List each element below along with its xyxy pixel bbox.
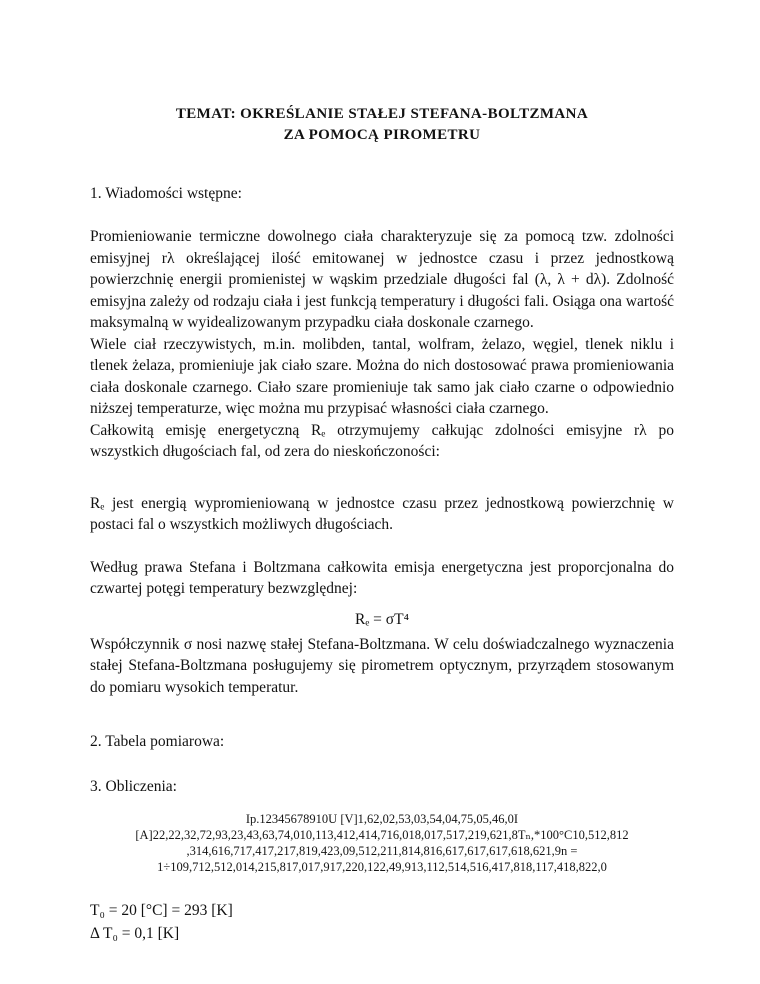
paragraph-total-emission: Całkowitą emisję energetyczną Rₑ otrzymujemy całkując zdolności emisyjne rλ po wszystkich długościach fal, od zera do nieskończoności:: [90, 421, 674, 460]
paragraph-stefan-boltzmann-law: Według prawa Stefana i Boltzmana całkowita emisja energetyczna jest proporcjonalna do czwartej potęgi temperatury bezwzględnej:: [90, 558, 674, 597]
data-block-line: [A]22,22,32,72,93,23,43,63,74,010,113,412,414,716,018,017,517,219,621,8Tₙ,*100°C10,512,812: [135, 828, 629, 842]
paragraph-re-definition: Rₑ jest energią wypromieniowaną w jednostce czasu przez jednostkową powierzchnię w postaci fal o wszystkich możliwych długościach.: [90, 494, 674, 533]
data-block-line: ,314,616,717,417,217,819,423,09,512,211,814,816,617,617,617,618,621,9n =: [186, 844, 578, 858]
measurement-data-block: [90, 811, 674, 875]
data-block-line: 1÷109,712,512,014,215,817,017,917,220,122,49,913,112,514,516,417,818,117,418,822,0: [157, 860, 607, 874]
t0-value-line: T₀ = 20 [°C] = 293 [K]: [90, 902, 233, 919]
paragraph-sigma-coefficient: Współczynnik σ nosi nazwę stałej Stefana-Boltzmana. W celu doświadczalnego wyznaczenia stałej Stefana-Boltzmana posługujemy się pirometrem optycznym, przyrządem stosowanym do pomiaru wysokich temperatur.: [90, 635, 674, 696]
stefan-boltzmann-formula: Rₑ = σT⁴: [354, 610, 410, 628]
section-2-heading: 2. Tabela pomiarowa:: [90, 733, 225, 750]
delta-t0-value-line: Δ T₀ = 0,1 [K]: [90, 925, 180, 942]
data-block-line: Ip.12345678910U [V]1,62,02,53,03,54,04,75,05,46,0I: [245, 812, 519, 826]
paragraph-thermal-radiation-intro: Promieniowanie termiczne dowolnego ciała charakteryzuje się za pomocą tzw. zdolności emisyjnej rλ określającej ilość emitowanej w jednostce czasu i przez jednostkową powierzchnię energii promienistej w wąskim przedziale długości fal (λ, λ + dλ). Zdolność emisyjna zależy od rodzaju ciała i jest funkcją temperatury i długości fali. Osiąga ona wartość maksymalną w wyidealizowanym przypadku ciała doskonale czarnego.: [90, 228, 674, 331]
title-line-1: TEMAT: OKREŚLANIE STAŁEJ STEFANA-BOLTZMANA: [175, 106, 589, 122]
section-3-heading: 3. Obliczenia:: [90, 778, 177, 795]
paragraph-gray-bodies: Wiele ciał rzeczywistych, m.in. molibden, tantal, wolfram, żelazo, węgiel, tlenek niklu i tlenek żelaza, promieniuje jak ciało szare. Można do nich dostosować prawa promieniowania ciała doskonale czarnego. Ciało szare promieniuje tak samo jak ciało czarne o odpowiednio niższej temperaturze, więc można mu przypisać własności ciała czarnego.: [90, 335, 674, 417]
document-title: [90, 104, 674, 146]
section-1-heading: 1. Wiadomości wstępne:: [90, 185, 242, 202]
title-line-2: ZA POMOCĄ PIROMETRU: [283, 127, 481, 143]
